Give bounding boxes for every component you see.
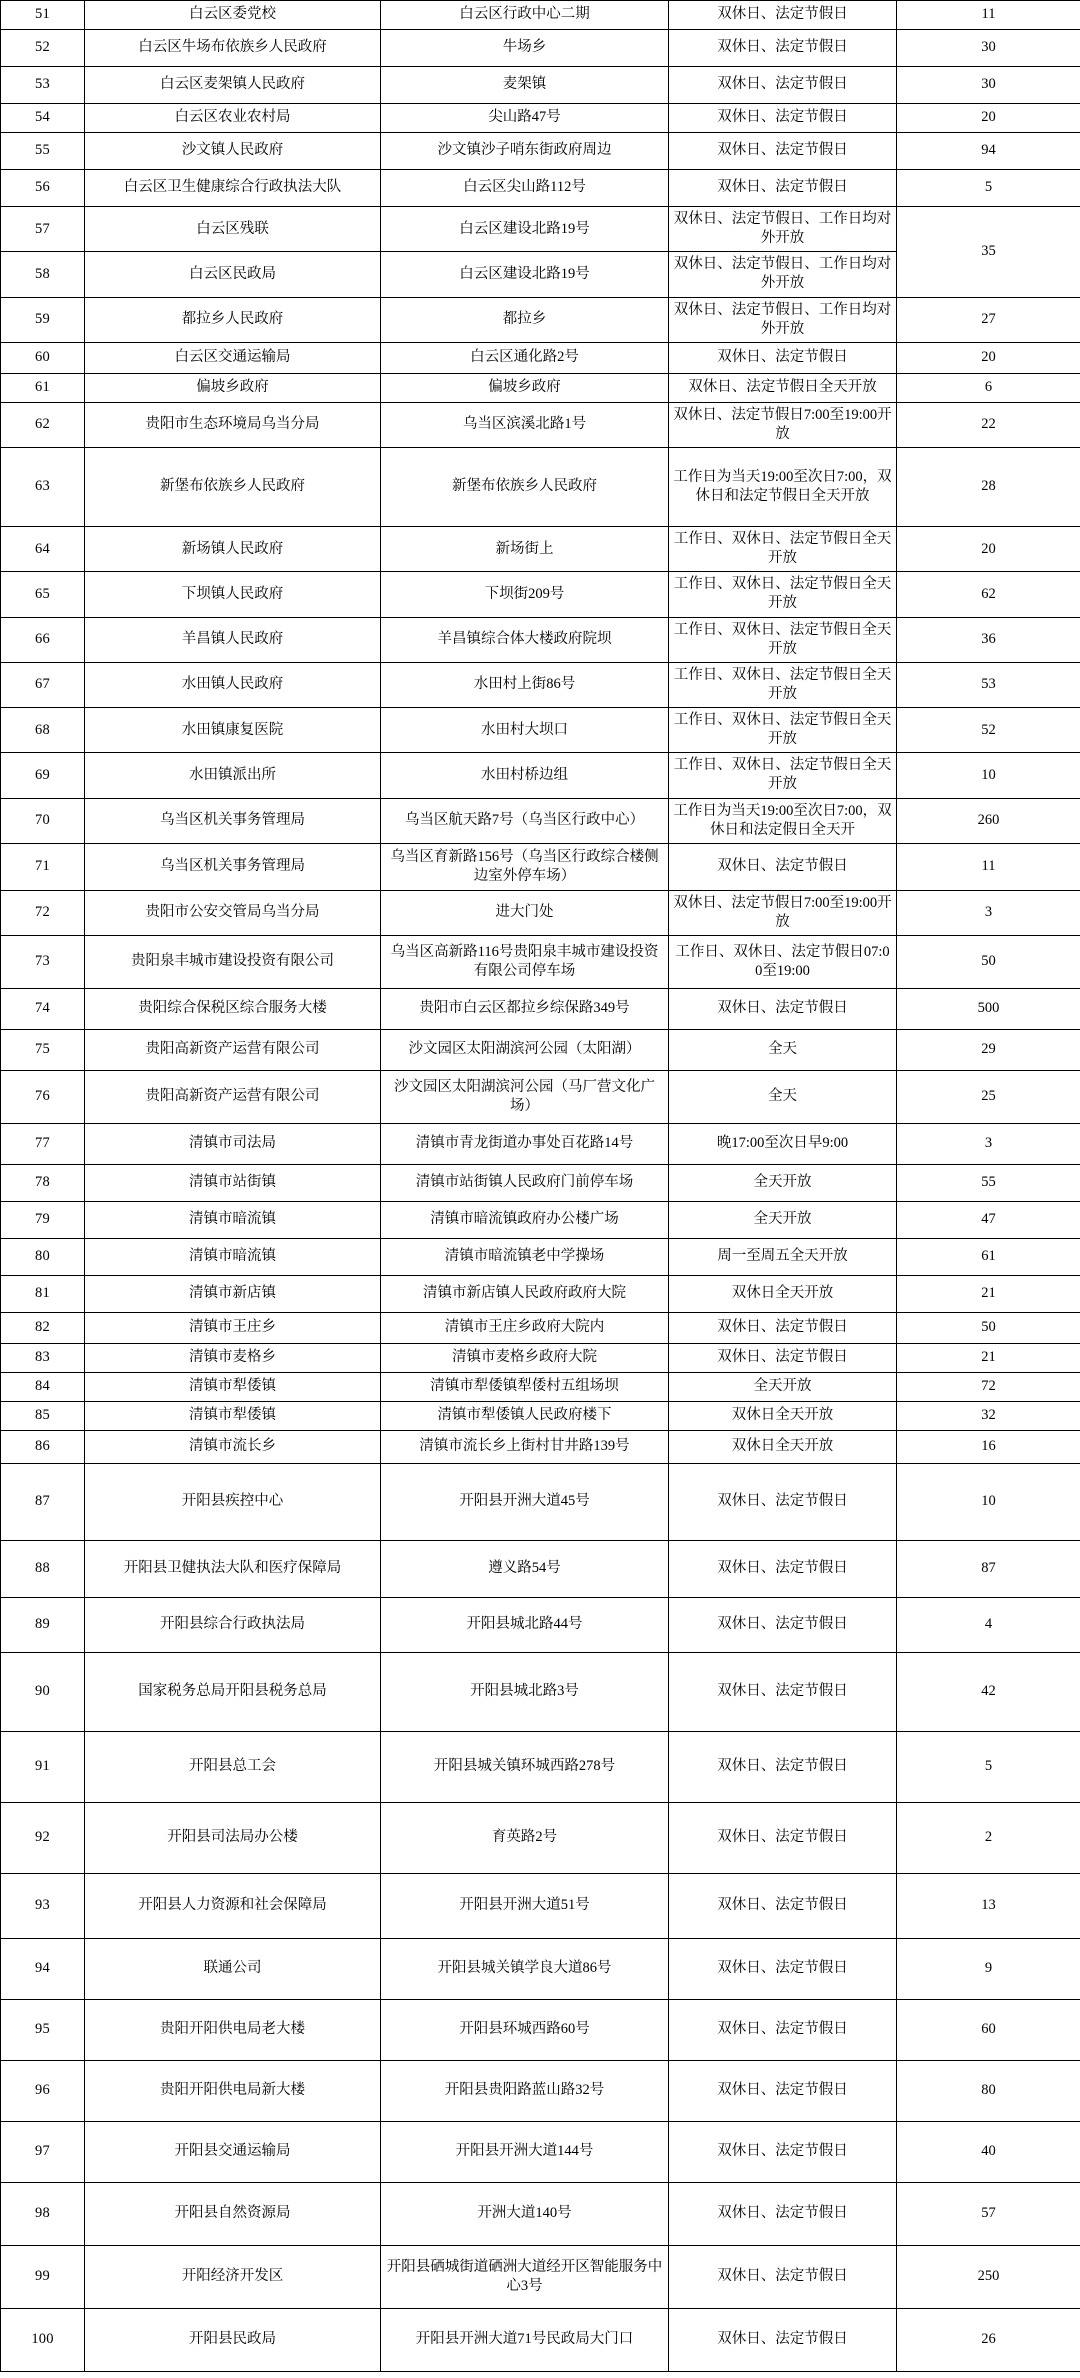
organization-name-cell: 清镇市犁倭镇	[85, 1373, 381, 1402]
opening-hours-cell: 双休日、法定节假日	[669, 1, 897, 30]
opening-hours-cell: 工作日、双休日、法定节假日全天开放	[669, 708, 897, 753]
opening-hours-cell: 工作日为当天19:00至次日7:00，双休日和法定节假日全天开放	[669, 448, 897, 527]
opening-hours-cell: 全天开放	[669, 1165, 897, 1202]
table-row	[1, 297, 1080, 342]
parking-count-cell: 50	[897, 936, 1080, 989]
address-cell: 新堡布依族乡人民政府	[381, 448, 669, 527]
table-row	[1, 572, 1080, 617]
parking-count-cell: 55	[897, 1165, 1080, 1202]
table-row	[1, 67, 1080, 104]
row-index-cell: 64	[1, 527, 85, 572]
row-index-cell: 89	[1, 1598, 85, 1653]
organization-name-cell: 清镇市麦格乡	[85, 1344, 381, 1373]
organization-name-cell: 白云区麦架镇人民政府	[85, 67, 381, 104]
row-index-cell: 70	[1, 798, 85, 843]
table-row	[1, 1732, 1080, 1803]
parking-count-cell: 3	[897, 890, 1080, 935]
address-cell: 白云区行政中心二期	[381, 1, 669, 30]
parking-count-cell: 61	[897, 1239, 1080, 1276]
address-cell: 清镇市麦格乡政府大院	[381, 1344, 669, 1373]
opening-hours-cell: 双休日、法定节假日	[669, 2183, 897, 2246]
address-cell: 新场街上	[381, 527, 669, 572]
address-cell: 清镇市暗流镇政府办公楼广场	[381, 1202, 669, 1239]
address-cell: 遵义路54号	[381, 1541, 669, 1598]
parking-count-cell: 11	[897, 843, 1080, 890]
opening-hours-cell: 双休日、法定节假日、工作日均对外开放	[669, 297, 897, 342]
address-cell: 开阳县城北路44号	[381, 1598, 669, 1653]
organization-name-cell: 沙文镇人民政府	[85, 133, 381, 170]
opening-hours-cell: 双休日全天开放	[669, 1402, 897, 1431]
table-row	[1, 989, 1080, 1030]
opening-hours-cell: 双休日、法定节假日	[669, 67, 897, 104]
parking-count-cell: 62	[897, 572, 1080, 617]
opening-hours-cell: 全天	[669, 1030, 897, 1071]
parking-count-cell: 32	[897, 1402, 1080, 1431]
organization-name-cell: 白云区农业农村局	[85, 104, 381, 133]
parking-count-cell: 42	[897, 1653, 1080, 1732]
organization-name-cell: 白云区残联	[85, 207, 381, 252]
opening-hours-cell: 工作日为当天19:00至次日7:00，双休日和法定假日全天开	[669, 798, 897, 843]
table-row	[1, 1071, 1080, 1124]
organization-name-cell: 新堡布依族乡人民政府	[85, 448, 381, 527]
parking-count-cell: 4	[897, 1598, 1080, 1653]
parking-count-cell: 6	[897, 373, 1080, 402]
organization-name-cell: 水田镇人民政府	[85, 662, 381, 707]
organization-name-cell: 白云区交通运输局	[85, 342, 381, 373]
address-cell: 开阳县开洲大道144号	[381, 2122, 669, 2183]
row-index-cell: 87	[1, 1464, 85, 1541]
table-row	[1, 207, 1080, 252]
opening-hours-cell: 双休日、法定节假日	[669, 1541, 897, 1598]
row-index-cell: 97	[1, 2122, 85, 2183]
row-index-cell: 80	[1, 1239, 85, 1276]
address-cell: 开阳县环城西路60号	[381, 2000, 669, 2061]
parking-count-cell: 57	[897, 2183, 1080, 2246]
organization-name-cell: 贵阳泉丰城市建设投资有限公司	[85, 936, 381, 989]
address-cell: 开洲大道140号	[381, 2183, 669, 2246]
address-cell: 清镇市王庄乡政府大院内	[381, 1313, 669, 1344]
parking-count-cell: 80	[897, 2061, 1080, 2122]
table-row	[1, 342, 1080, 373]
organization-name-cell: 贵阳市公安交管局乌当分局	[85, 890, 381, 935]
table-row	[1, 708, 1080, 753]
address-cell: 开阳县开洲大道71号民政局大门口	[381, 2309, 669, 2372]
table-row	[1, 104, 1080, 133]
row-index-cell: 71	[1, 843, 85, 890]
opening-hours-cell: 双休日、法定节假日、工作日均对外开放	[669, 207, 897, 252]
address-cell: 白云区建设北路19号	[381, 252, 669, 297]
organization-name-cell: 贵阳市生态环境局乌当分局	[85, 402, 381, 447]
table-row	[1, 30, 1080, 67]
address-cell: 白云区尖山路112号	[381, 170, 669, 207]
opening-hours-cell: 双休日全天开放	[669, 1431, 897, 1464]
table-row	[1, 662, 1080, 707]
row-index-cell: 74	[1, 989, 85, 1030]
row-index-cell: 72	[1, 890, 85, 935]
address-cell: 乌当区滨溪北路1号	[381, 402, 669, 447]
organization-name-cell: 清镇市暗流镇	[85, 1239, 381, 1276]
opening-hours-cell: 双休日全天开放	[669, 1276, 897, 1313]
table-row	[1, 753, 1080, 798]
table-row	[1, 1276, 1080, 1313]
address-cell: 水田村大坝口	[381, 708, 669, 753]
parking-count-cell: 30	[897, 67, 1080, 104]
row-index-cell: 98	[1, 2183, 85, 2246]
opening-hours-cell: 双休日、法定节假日	[669, 843, 897, 890]
row-index-cell: 77	[1, 1124, 85, 1165]
table-row	[1, 2122, 1080, 2183]
address-cell: 都拉乡	[381, 297, 669, 342]
opening-hours-cell: 双休日、法定节假日	[669, 104, 897, 133]
table-row	[1, 1, 1080, 30]
address-cell: 清镇市犁倭镇人民政府楼下	[381, 1402, 669, 1431]
opening-hours-cell: 双休日、法定节假日	[669, 1874, 897, 1939]
row-index-cell: 68	[1, 708, 85, 753]
parking-count-cell: 5	[897, 1732, 1080, 1803]
row-index-cell: 85	[1, 1402, 85, 1431]
row-index-cell: 75	[1, 1030, 85, 1071]
row-index-cell: 90	[1, 1653, 85, 1732]
row-index-cell: 94	[1, 1939, 85, 2000]
row-index-cell: 56	[1, 170, 85, 207]
table-row	[1, 798, 1080, 843]
organization-name-cell: 开阳县自然资源局	[85, 2183, 381, 2246]
address-cell: 清镇市犁倭镇犁倭村五组场坝	[381, 1373, 669, 1402]
parking-count-cell: 29	[897, 1030, 1080, 1071]
row-index-cell: 86	[1, 1431, 85, 1464]
opening-hours-cell: 双休日、法定节假日	[669, 1598, 897, 1653]
row-index-cell: 99	[1, 2246, 85, 2309]
table-row	[1, 1373, 1080, 1402]
table-row	[1, 1653, 1080, 1732]
table-row	[1, 373, 1080, 402]
address-cell: 进大门处	[381, 890, 669, 935]
parking-count-cell: 10	[897, 1464, 1080, 1541]
table-row	[1, 1431, 1080, 1464]
address-cell: 清镇市新店镇人民政府政府大院	[381, 1276, 669, 1313]
organization-name-cell: 开阳县民政局	[85, 2309, 381, 2372]
row-index-cell: 92	[1, 1803, 85, 1874]
row-index-cell: 83	[1, 1344, 85, 1373]
table-row	[1, 1803, 1080, 1874]
organization-name-cell: 白云区牛场布依族乡人民政府	[85, 30, 381, 67]
table-row	[1, 2246, 1080, 2309]
organization-name-cell: 清镇市王庄乡	[85, 1313, 381, 1344]
parking-count-cell: 11	[897, 1, 1080, 30]
parking-count-cell: 36	[897, 617, 1080, 662]
table-row	[1, 843, 1080, 890]
row-index-cell: 61	[1, 373, 85, 402]
table-row	[1, 2309, 1080, 2372]
organization-name-cell: 乌当区机关事务管理局	[85, 798, 381, 843]
table-row	[1, 1124, 1080, 1165]
parking-count-cell: 3	[897, 1124, 1080, 1165]
row-index-cell: 52	[1, 30, 85, 67]
organization-name-cell: 白云区委党校	[85, 1, 381, 30]
organization-name-cell: 清镇市新店镇	[85, 1276, 381, 1313]
organization-name-cell: 开阳县综合行政执法局	[85, 1598, 381, 1653]
parking-count-cell: 21	[897, 1276, 1080, 1313]
parking-count-cell: 26	[897, 2309, 1080, 2372]
table-row	[1, 1313, 1080, 1344]
row-index-cell: 59	[1, 297, 85, 342]
parking-count-cell: 250	[897, 2246, 1080, 2309]
address-cell: 开阳县城北路3号	[381, 1653, 669, 1732]
organization-name-cell: 白云区民政局	[85, 252, 381, 297]
parking-count-cell: 52	[897, 708, 1080, 753]
opening-hours-cell: 双休日、法定节假日	[669, 30, 897, 67]
opening-hours-cell: 双休日、法定节假日、工作日均对外开放	[669, 252, 897, 297]
organization-name-cell: 开阳县卫健执法大队和医疗保障局	[85, 1541, 381, 1598]
address-cell: 白云区通化路2号	[381, 342, 669, 373]
opening-hours-cell: 双休日、法定节假日	[669, 1732, 897, 1803]
organization-name-cell: 下坝镇人民政府	[85, 572, 381, 617]
parking-count-cell: 50	[897, 1313, 1080, 1344]
row-index-cell: 76	[1, 1071, 85, 1124]
table-row	[1, 1939, 1080, 2000]
parking-count-cell: 9	[897, 1939, 1080, 2000]
parking-count-cell: 500	[897, 989, 1080, 1030]
address-cell: 白云区建设北路19号	[381, 207, 669, 252]
parking-count-cell: 16	[897, 1431, 1080, 1464]
table-row	[1, 2000, 1080, 2061]
opening-hours-cell: 双休日、法定节假日	[669, 1653, 897, 1732]
organization-name-cell: 贵阳开阳供电局老大楼	[85, 2000, 381, 2061]
address-cell: 开阳县贵阳路蓝山路32号	[381, 2061, 669, 2122]
row-index-cell: 63	[1, 448, 85, 527]
opening-hours-cell: 工作日、双休日、法定节假日全天开放	[669, 617, 897, 662]
parking-count-cell: 35	[897, 207, 1080, 298]
opening-hours-cell: 双休日、法定节假日全天开放	[669, 373, 897, 402]
organization-name-cell: 清镇市暗流镇	[85, 1202, 381, 1239]
row-index-cell: 51	[1, 1, 85, 30]
table-row	[1, 890, 1080, 935]
row-index-cell: 57	[1, 207, 85, 252]
address-cell: 乌当区航天路7号（乌当区行政中心）	[381, 798, 669, 843]
address-cell: 尖山路47号	[381, 104, 669, 133]
organization-name-cell: 开阳县疾控中心	[85, 1464, 381, 1541]
address-cell: 水田村上街86号	[381, 662, 669, 707]
address-cell: 开阳县城关镇学良大道86号	[381, 1939, 669, 2000]
table-row	[1, 617, 1080, 662]
organization-name-cell: 开阳县司法局办公楼	[85, 1803, 381, 1874]
parking-count-cell: 28	[897, 448, 1080, 527]
address-cell: 清镇市暗流镇老中学操场	[381, 1239, 669, 1276]
parking-count-cell: 47	[897, 1202, 1080, 1239]
opening-hours-cell: 双休日、法定节假日7:00至19:00开放	[669, 890, 897, 935]
row-index-cell: 84	[1, 1373, 85, 1402]
organization-name-cell: 清镇市站街镇	[85, 1165, 381, 1202]
parking-count-cell: 72	[897, 1373, 1080, 1402]
table-row	[1, 1874, 1080, 1939]
opening-hours-cell: 工作日、双休日、法定节假日全天开放	[669, 527, 897, 572]
parking-count-cell: 25	[897, 1071, 1080, 1124]
opening-hours-cell: 双休日、法定节假日	[669, 2000, 897, 2061]
opening-hours-cell: 双休日、法定节假日	[669, 1939, 897, 2000]
organization-name-cell: 白云区卫生健康综合行政执法大队	[85, 170, 381, 207]
parking-count-cell: 5	[897, 170, 1080, 207]
row-index-cell: 78	[1, 1165, 85, 1202]
opening-hours-cell: 双休日、法定节假日	[669, 170, 897, 207]
table-row	[1, 170, 1080, 207]
table-row	[1, 1344, 1080, 1373]
parking-count-cell: 260	[897, 798, 1080, 843]
address-cell: 开阳县开洲大道51号	[381, 1874, 669, 1939]
opening-hours-cell: 全天开放	[669, 1202, 897, 1239]
parking-count-cell: 10	[897, 753, 1080, 798]
address-cell: 偏坡乡政府	[381, 373, 669, 402]
address-cell: 下坝街209号	[381, 572, 669, 617]
parking-count-cell: 30	[897, 30, 1080, 67]
address-cell: 清镇市流长乡上街村甘井路139号	[381, 1431, 669, 1464]
opening-hours-cell: 工作日、双休日、法定节假日全天开放	[669, 753, 897, 798]
row-index-cell: 81	[1, 1276, 85, 1313]
address-cell: 贵阳市白云区都拉乡综保路349号	[381, 989, 669, 1030]
parking-count-cell: 27	[897, 297, 1080, 342]
address-cell: 水田村桥边组	[381, 753, 669, 798]
opening-hours-cell: 双休日、法定节假日	[669, 2309, 897, 2372]
table-row	[1, 936, 1080, 989]
table-row	[1, 1402, 1080, 1431]
address-cell: 麦架镇	[381, 67, 669, 104]
row-index-cell: 62	[1, 402, 85, 447]
parking-count-cell: 22	[897, 402, 1080, 447]
opening-hours-cell: 工作日、双休日、法定节假日全天开放	[669, 572, 897, 617]
row-index-cell: 96	[1, 2061, 85, 2122]
organization-name-cell: 贵阳综合保税区综合服务大楼	[85, 989, 381, 1030]
organization-name-cell: 贵阳高新资产运营有限公司	[85, 1071, 381, 1124]
table-row	[1, 1598, 1080, 1653]
organization-name-cell: 水田镇派出所	[85, 753, 381, 798]
organization-name-cell: 开阳县交通运输局	[85, 2122, 381, 2183]
address-cell: 沙文镇沙子哨东街政府周边	[381, 133, 669, 170]
table-row	[1, 402, 1080, 447]
opening-hours-cell: 工作日、双休日、法定节假日07:00至19:00	[669, 936, 897, 989]
parking-count-cell: 2	[897, 1803, 1080, 1874]
address-cell: 乌当区育新路156号（乌当区行政综合楼侧边室外停车场）	[381, 843, 669, 890]
opening-hours-cell: 双休日、法定节假日	[669, 1313, 897, 1344]
organization-name-cell: 贵阳开阳供电局新大楼	[85, 2061, 381, 2122]
organization-name-cell: 水田镇康复医院	[85, 708, 381, 753]
organization-name-cell: 清镇市犁倭镇	[85, 1402, 381, 1431]
table-body	[1, 1, 1080, 2372]
organization-name-cell: 开阳经济开发区	[85, 2246, 381, 2309]
row-index-cell: 60	[1, 342, 85, 373]
table-row	[1, 448, 1080, 527]
row-index-cell: 66	[1, 617, 85, 662]
address-cell: 沙文园区太阳湖滨河公园（太阳湖）	[381, 1030, 669, 1071]
address-cell: 牛场乡	[381, 30, 669, 67]
table-row	[1, 2061, 1080, 2122]
organization-name-cell: 国家税务总局开阳县税务总局	[85, 1653, 381, 1732]
row-index-cell: 69	[1, 753, 85, 798]
organization-name-cell: 清镇市流长乡	[85, 1431, 381, 1464]
row-index-cell: 65	[1, 572, 85, 617]
opening-hours-cell: 双休日、法定节假日	[669, 133, 897, 170]
opening-hours-cell: 双休日、法定节假日	[669, 1344, 897, 1373]
organization-name-cell: 贵阳高新资产运营有限公司	[85, 1030, 381, 1071]
organization-name-cell: 开阳县总工会	[85, 1732, 381, 1803]
row-index-cell: 53	[1, 67, 85, 104]
opening-hours-cell: 双休日、法定节假日	[669, 1464, 897, 1541]
organization-name-cell: 乌当区机关事务管理局	[85, 843, 381, 890]
opening-hours-cell: 晚17:00至次日早9:00	[669, 1124, 897, 1165]
opening-hours-cell: 双休日、法定节假日	[669, 2122, 897, 2183]
address-cell: 开阳县城关镇环城西路278号	[381, 1732, 669, 1803]
parking-count-cell: 94	[897, 133, 1080, 170]
parking-count-cell: 40	[897, 2122, 1080, 2183]
parking-count-cell: 60	[897, 2000, 1080, 2061]
row-index-cell: 100	[1, 2309, 85, 2372]
table-row	[1, 1464, 1080, 1541]
row-index-cell: 91	[1, 1732, 85, 1803]
address-cell: 育英路2号	[381, 1803, 669, 1874]
row-index-cell: 67	[1, 662, 85, 707]
opening-hours-cell: 全天开放	[669, 1373, 897, 1402]
parking-count-cell: 20	[897, 527, 1080, 572]
row-index-cell: 73	[1, 936, 85, 989]
organization-name-cell: 联通公司	[85, 1939, 381, 2000]
organization-name-cell: 羊昌镇人民政府	[85, 617, 381, 662]
opening-hours-cell: 双休日、法定节假日	[669, 2061, 897, 2122]
row-index-cell: 79	[1, 1202, 85, 1239]
opening-hours-cell: 双休日、法定节假日	[669, 342, 897, 373]
parking-count-cell: 21	[897, 1344, 1080, 1373]
opening-hours-cell: 工作日、双休日、法定节假日全天开放	[669, 662, 897, 707]
opening-hours-cell: 全天	[669, 1071, 897, 1124]
row-index-cell: 58	[1, 252, 85, 297]
row-index-cell: 82	[1, 1313, 85, 1344]
address-cell: 乌当区高新路116号贵阳泉丰城市建设投资有限公司停车场	[381, 936, 669, 989]
table-row	[1, 2183, 1080, 2246]
opening-hours-cell: 双休日、法定节假日	[669, 2246, 897, 2309]
parking-count-cell: 87	[897, 1541, 1080, 1598]
table-row	[1, 527, 1080, 572]
table-row	[1, 1202, 1080, 1239]
organization-name-cell: 都拉乡人民政府	[85, 297, 381, 342]
row-index-cell: 88	[1, 1541, 85, 1598]
parking-count-cell: 13	[897, 1874, 1080, 1939]
organization-name-cell: 清镇市司法局	[85, 1124, 381, 1165]
row-index-cell: 93	[1, 1874, 85, 1939]
address-cell: 羊昌镇综合体大楼政府院坝	[381, 617, 669, 662]
table-row	[1, 1030, 1080, 1071]
row-index-cell: 55	[1, 133, 85, 170]
opening-hours-cell: 周一至周五全天开放	[669, 1239, 897, 1276]
parking-count-cell: 20	[897, 342, 1080, 373]
table-row	[1, 1165, 1080, 1202]
opening-hours-cell: 双休日、法定节假日7:00至19:00开放	[669, 402, 897, 447]
row-index-cell: 54	[1, 104, 85, 133]
table-row	[1, 133, 1080, 170]
table-row	[1, 1239, 1080, 1276]
address-cell: 开阳县硒城街道硒洲大道经开区智能服务中心3号	[381, 2246, 669, 2309]
organization-name-cell: 偏坡乡政府	[85, 373, 381, 402]
row-index-cell: 95	[1, 2000, 85, 2061]
organization-name-cell: 新场镇人民政府	[85, 527, 381, 572]
address-cell: 开阳县开洲大道45号	[381, 1464, 669, 1541]
address-cell: 沙文园区太阳湖滨河公园（马厂营文化广场）	[381, 1071, 669, 1124]
parking-count-cell: 20	[897, 104, 1080, 133]
address-cell: 清镇市站街镇人民政府门前停车场	[381, 1165, 669, 1202]
table-row	[1, 1541, 1080, 1598]
opening-hours-cell: 双休日、法定节假日	[669, 1803, 897, 1874]
opening-hours-cell: 双休日、法定节假日	[669, 989, 897, 1030]
organization-name-cell: 开阳县人力资源和社会保障局	[85, 1874, 381, 1939]
parking-count-cell: 53	[897, 662, 1080, 707]
address-cell: 清镇市青龙街道办事处百花路14号	[381, 1124, 669, 1165]
